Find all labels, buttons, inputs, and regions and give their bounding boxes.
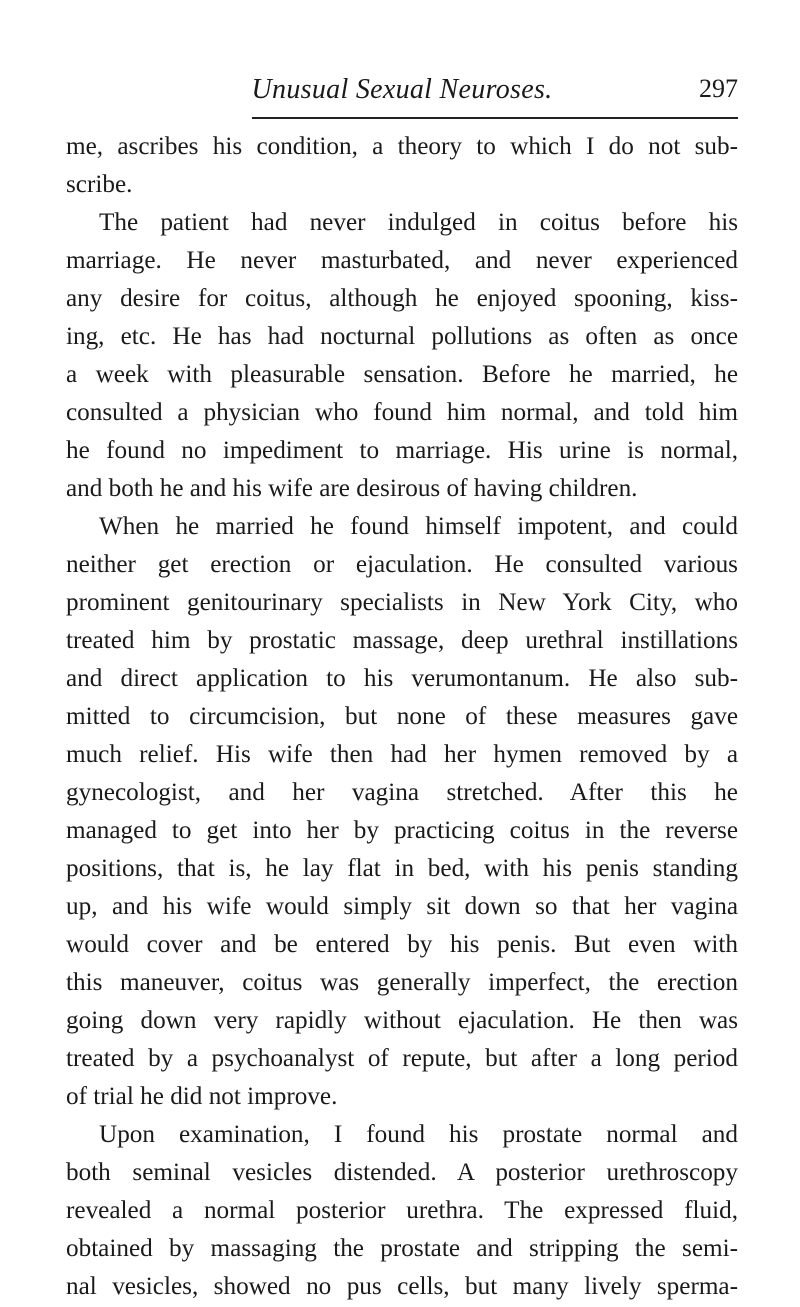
text-line: any desire for coitus, although he enjoyed spooning, kiss- [66,285,738,312]
running-title: Unusual Sexual Neuroses. [251,74,553,105]
text-line: marriage. He never masturbated, and never experienced [66,247,738,274]
text-line: Upon examination, I found his prostate normal and [99,1121,738,1148]
text-line: prominent genitourinary specialists in New York City, who [66,589,738,616]
text-line: this maneuver, coitus was generally imperfect, the erection [66,969,738,996]
text-line: a week with pleasurable sensation. Before he married, he [66,361,738,388]
text-line: mitted to circumcision, but none of these measures gave [66,703,738,730]
text-line: nal vesicles, showed no pus cells, but many lively sperma- [66,1273,738,1300]
text-line: treated him by prostatic massage, deep urethral instillations [66,627,738,654]
text-line: would cover and be entered by his penis. But even with [66,931,738,958]
text-line: going down very rapidly without ejaculation. He then was [66,1007,738,1034]
body-text [66,128,738,1306]
text-line: When he married he found himself impotent, and could [99,513,738,540]
running-head [66,74,738,114]
text-line: The patient had never indulged in coitus before his [99,209,738,236]
text-line: gynecologist, and her vagina stretched. After this he [66,779,738,806]
text-line: consulted a physician who found him normal, and told him [66,399,738,426]
text-line: much relief. His wife then had her hymen removed by a [66,741,738,768]
text-line: up, and his wife would simply sit down so that her vagina [66,893,738,920]
header-rule [252,117,738,119]
text-line: and direct application to his verumontanum. He also sub- [66,665,738,692]
page-number: 297 [699,74,738,103]
text-line: treated by a psychoanalyst of repute, but after a long period [66,1045,738,1072]
text-line: ing, etc. He has had nocturnal pollutions as often as once [66,323,738,350]
text-line: and both he and his wife are desirous of having children. [66,475,638,502]
text-line: me, ascribes his condition, a theory to which I do not sub- [66,133,738,160]
text-line: revealed a normal posterior urethra. The expressed fluid, [66,1197,738,1224]
text-line: scribe. [66,171,133,198]
text-line: obtained by massaging the prostate and stripping the semi- [66,1235,738,1262]
text-line: neither get erection or ejaculation. He consulted various [66,551,738,578]
text-line: he found no impediment to marriage. His urine is normal, [66,437,738,464]
text-line: of trial he did not improve. [66,1083,338,1110]
text-line: managed to get into her by practicing coitus in the reverse [66,817,738,844]
text-line: both seminal vesicles distended. A posterior urethroscopy [66,1159,738,1186]
text-line: positions, that is, he lay flat in bed, with his penis standing [66,855,738,882]
